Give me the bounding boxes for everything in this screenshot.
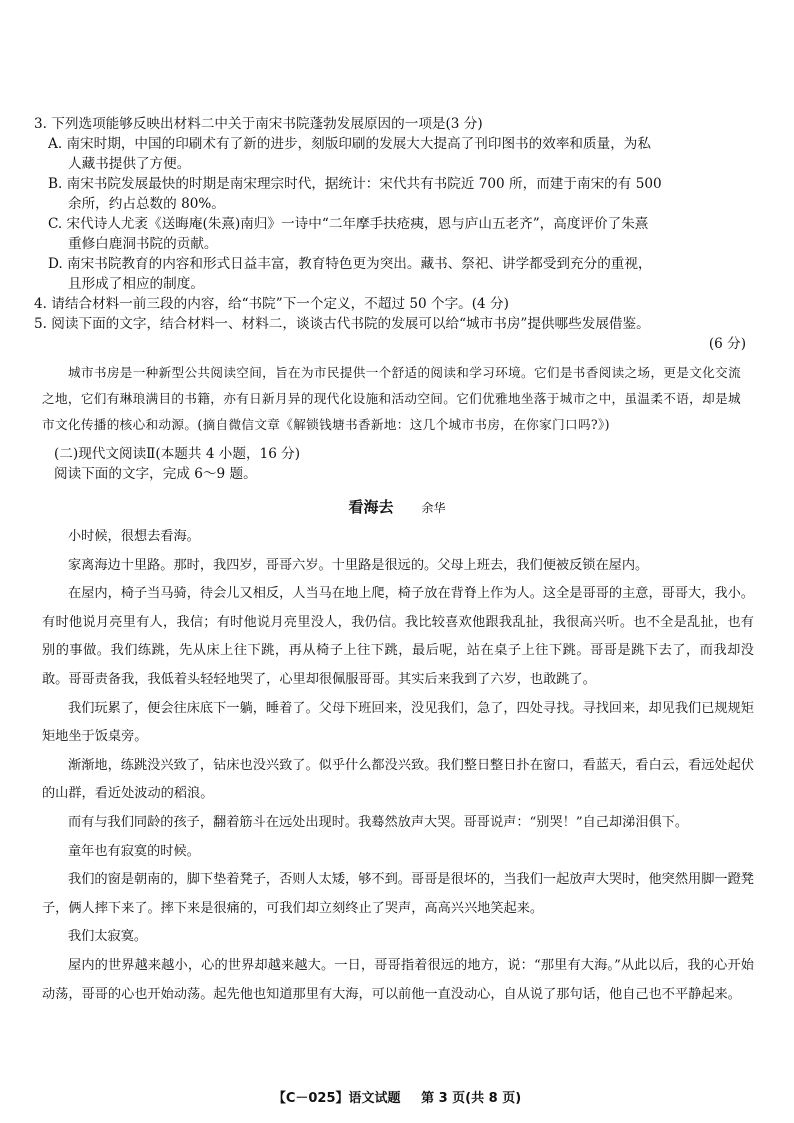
question-3-option-a-cont: 人藏书提供了方便。: [68, 156, 191, 172]
article-paragraph: 我们的窗是朝南的，脚下垫着凳子，否则人太矮，够不到。哥哥是很坏的，当我们一起放声大哭时，他突然用脚一蹬凳子，俩人摔下来了。摔下来是很痛的，可我们却立刻终止了哭声，高高兴兴地笑起来。: [42, 872, 754, 916]
question-3-option-d-cont: 且形成了相应的制度。: [68, 276, 204, 292]
question-5-quote: 城市书房是一种新型公共阅读空间，旨在为市民提供一个舒适的阅读和学习环境。它们是书香阅读之场，更是文化交流之地，它们有琳琅满目的书籍，亦有日新月异的现代化设施和活动空间。它们优雅地坐落于城市之中，虽温柔不语，却是城市文化传播的核心和动源。(摘自微信文章《解锁钱塘书香新地：这几个城市书房，在你家门口吗?》): [42, 365, 742, 432]
page-number: 第 3 页(共 8 页): [421, 1091, 522, 1106]
article-paragraph: 我们太寂寞。: [68, 929, 148, 945]
article-paragraph: 而有与我们同龄的孩子，翻着筋斗在远处出现时。我蓦然放声大哭。哥哥说声：“别哭！”自己却涕泪俱下。: [68, 814, 689, 830]
question-3-stem: 3. 下列选项能够反映出材料二中关于南宋书院蓬勃发展原因的一项是(3 分): [34, 116, 483, 132]
article-paragraph: 在屋内，椅子当马骑，待会儿又相反，人当马在地上爬，椅子放在背脊上作为人。这全是哥哥的主意，哥哥大，我小。有时他说月亮里有人，我信；有时他说月亮里没人，我仍信。我比较喜欢他跟我乱扯，我很高兴听。也不全是乱扯，也有别的事做。我们练跳，先从床上往下跳，再从椅子上往下跳，最后呢，站在桌子上往下跳。哥哥是跳下去了，而我却没敢。哥哥责备我，我低着头轻轻地哭了，心里却很佩服哥哥。其实后来我到了六岁，也敢跳了。: [42, 586, 754, 687]
section-2-instruction: 阅读下面的文字，完成 6～9 题。: [54, 466, 257, 482]
question-3-option-c: C. 宋代诗人尤袤《送晦庵(朱熹)南归》一诗中“二年摩手扶疮痍，恩与庐山五老齐”，高度评价了朱熹: [48, 216, 649, 232]
question-3-option-c-cont: 重修白鹿洞书院的贡献。: [68, 236, 218, 252]
article-body: [34, 523, 760, 1009]
article-title-text: 看海去: [348, 498, 394, 516]
article-paragraph: 小时候，很想去看海。: [68, 529, 200, 544]
article-title: [34, 496, 760, 519]
question-3-option-b-cont: 余所，约占总数的 80%。: [68, 196, 225, 212]
article-paragraph: 家离海边十里路。那时，我四岁，哥哥六岁。十里路是很远的。父母上班去，我们便被反锁在屋内。: [68, 557, 649, 573]
article-paragraph: 屋内的世界越来越小，心的世界却越来越大。一日，哥哥指着很远的地方，说：“那里有大海。”从此以后，我的心开始动荡，哥哥的心也开始动荡。起先他也知道那里有大海，可以前他一直没动心，自从说了那句话，他自己也不平静起来。: [42, 957, 754, 1002]
exam-code: 【C－025】语文试题: [272, 1091, 401, 1106]
question-5-score: (6 分): [708, 336, 746, 352]
article-paragraph: 我们玩累了，便会往床底下一躺，睡着了。父母下班回来，没见我们，急了，四处寻找。寻找回来，却见我们已规规矩矩地坐于饭桌旁。: [42, 700, 754, 745]
question-3-option-a: A. 南宋时期，中国的印刷术有了新的进步，刻版印刷的发展大大提高了刊印图书的效率和质量，为私: [48, 136, 651, 152]
page-footer: [0, 1090, 794, 1108]
article-paragraph: 童年也有寂寞的时候。: [68, 843, 200, 859]
question-3-option-b: B. 南宋书院发展最快的时期是南宋理宗时代，据统计：宋代共有书院近 700 所，而建于南宋的有 500: [48, 176, 662, 192]
question-5-stem: 5. 阅读下面的文字，结合材料一、材料二，谈谈古代书院的发展可以给“城市书房”提供哪些发展借鉴。: [34, 316, 650, 332]
section-2-heading: (二)现代文阅读Ⅱ(本题共 4 小题，16 分): [54, 446, 301, 462]
question-3-option-d: D. 南宋书院教育的内容和形式日益丰富，教育特色更为突出。藏书、祭祀、讲学都受到充分的重视，: [48, 256, 652, 272]
article-author: 余华: [421, 501, 446, 515]
question-4: 4. 请结合材料一前三段的内容，给“书院”下一个定义，不超过 50 个字。(4 分): [34, 296, 509, 312]
article-paragraph: 渐渐地，练跳没兴致了，钻床也没兴致了。似乎什么都没兴致。我们整日整日扑在窗口，看蓝天，看白云，看远处起伏的山群，看近处波动的稻浪。: [42, 757, 754, 802]
